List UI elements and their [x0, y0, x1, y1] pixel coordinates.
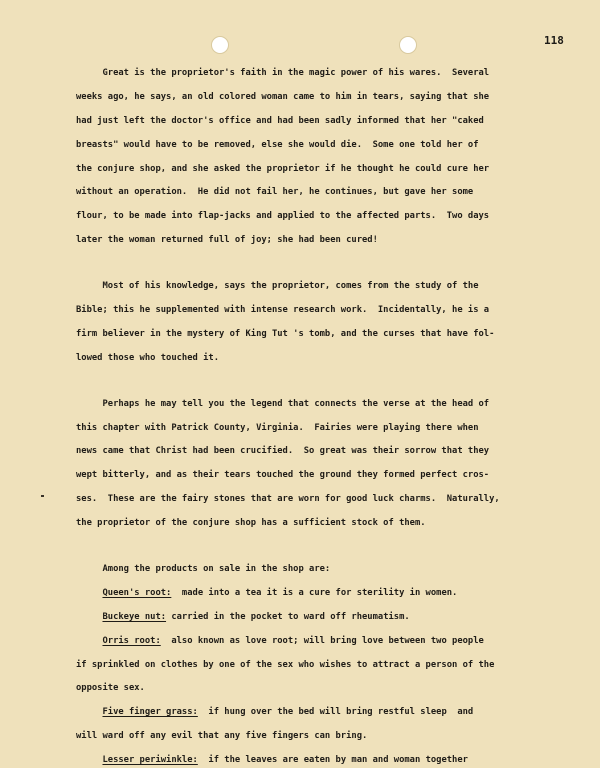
paragraph-2 — [76, 275, 576, 371]
product-name: Orris root: — [102, 635, 161, 646]
paragraph-gap — [76, 371, 576, 393]
text-line: firm believer in the mystery of King Tut 's tomb, and the curses that have fol- — [76, 328, 495, 339]
product-name: Buckeye nut: — [102, 611, 167, 622]
product-description: if hung over the bed will bring restful sleep and — [197, 707, 474, 718]
product-description: if the leaves are eaten by man and woman together — [197, 755, 468, 766]
paragraph-1 — [76, 62, 576, 253]
page-number: 118 — [544, 34, 564, 47]
products-section — [76, 558, 576, 768]
product-name: Queen's root: — [102, 587, 172, 598]
product-name: Lesser periwinkle: — [102, 755, 198, 766]
document-body — [76, 62, 576, 768]
text-line: had just left the doctor's office and had been sadly informed that her "caked — [76, 115, 484, 126]
punch-hole-right — [399, 36, 417, 54]
text-line: without an operation. He did not fail her, he continues, but gave her some — [76, 187, 474, 198]
text-line: Perhaps he may tell you the legend that connects the verse at the head of — [76, 398, 490, 409]
text-line: the conjure shop, and she asked the proprietor if he thought he could cure her — [76, 163, 490, 174]
text-line: opposite sex. — [76, 683, 145, 694]
text-line: if sprinkled on clothes by one of the sex who wishes to attract a person of the — [76, 659, 495, 670]
paragraph-3 — [76, 393, 576, 536]
text-line: will ward off any evil that any five fingers can bring. — [76, 731, 368, 742]
text-line: this chapter with Patrick County, Virginia. Fairies were playing there when — [76, 422, 479, 433]
text-line: weeks ago, he says, an old colored woman came to him in tears, saying that she — [76, 91, 490, 102]
product-lesser-periwinkle — [76, 749, 576, 768]
text-line: Most of his knowledge, says the proprietor, comes from the study of the — [76, 281, 479, 292]
product-orris-root — [76, 630, 576, 654]
text-line: wept bitterly, and as their tears touched the ground they formed perfect cros- — [76, 470, 490, 481]
margin-mark — [41, 495, 44, 497]
paragraph-gap — [76, 536, 576, 558]
product-buckeye-nut — [76, 606, 576, 630]
paragraph-gap — [76, 253, 576, 275]
text-line: Bible; this he supplemented with intense research work. Incidentally, he is a — [76, 305, 490, 316]
text-line: later the woman returned full of joy; she had been cured! — [76, 235, 378, 246]
product-description: carried in the pocket to ward off rheumatism. — [166, 611, 410, 622]
text-line: news came that Christ had been crucified. So great was their sorrow that they — [76, 446, 490, 457]
text-line: Great is the proprietor's faith in the magic power of his wares. Several — [76, 68, 490, 78]
product-description: also known as love root; will bring love between two people — [160, 635, 484, 646]
product-name: Five finger grass: — [102, 707, 198, 718]
text-line: ses. These are the fairy stones that are worn for good luck charms. Naturally, — [76, 494, 500, 505]
product-description: made into a tea it is a cure for sterility in women. — [171, 587, 458, 598]
text-line: the proprietor of the conjure shop has a sufficient stock of them. — [76, 518, 426, 529]
text-line: breasts" would have to be removed, else she would die. Some one told her of — [76, 139, 479, 150]
products-intro: Among the products on sale in the shop are: — [76, 564, 331, 575]
punch-hole-left — [211, 36, 229, 54]
product-queens-root — [76, 582, 576, 606]
text-line: lowed those who touched it. — [76, 352, 219, 363]
text-line: flour, to be made into flap-jacks and applied to the affected parts. Two days — [76, 211, 490, 222]
product-five-finger-grass — [76, 701, 576, 725]
